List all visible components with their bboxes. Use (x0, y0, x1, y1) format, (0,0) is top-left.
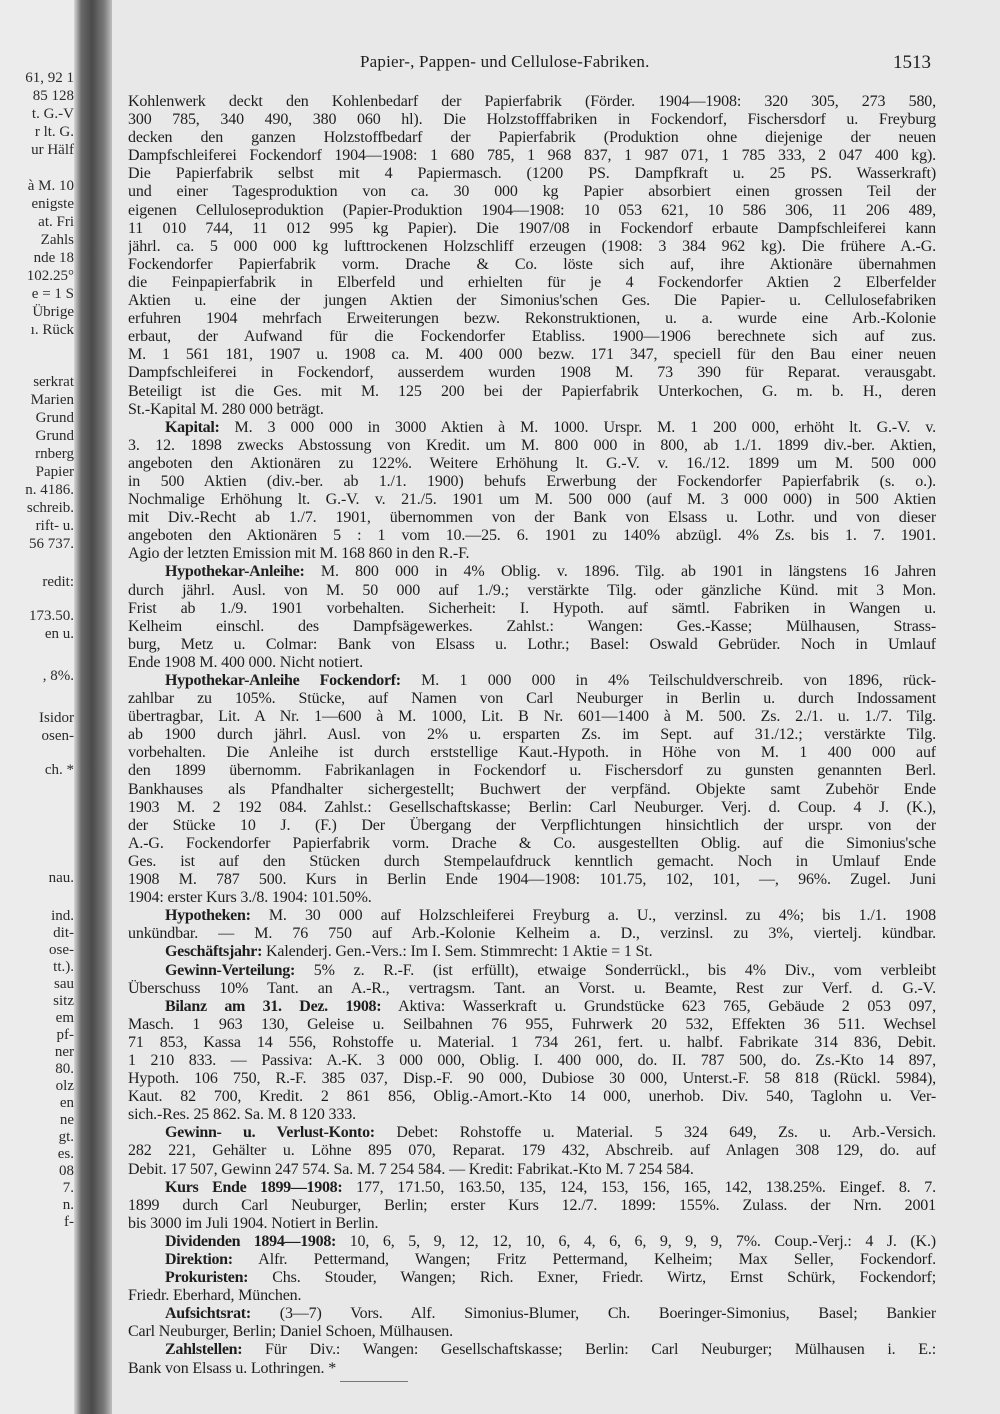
line-text: 1 210 833. — Passiva: A.-K. 3 000 000, Oblig. I. 400 000, do. II. 787 500, do. Zs.-Kto 14 897, (128, 1051, 936, 1069)
text-line (128, 889, 936, 907)
text-line (128, 708, 936, 726)
line-text: der Stücke 10 J. (F.) Der Übergang der Verpflichtungen hinsichtlich der urspr. von der (128, 816, 936, 834)
section-heading: Gewinn-Verteilung: (165, 961, 296, 979)
text-line (128, 998, 936, 1016)
line-text: Beteiligt ist die Ges. mit M. 125 200 bei der Papierfabrik Unterkochen, G. m. b. H., deren (128, 382, 936, 400)
text-line (128, 509, 936, 527)
text-line (128, 1269, 936, 1287)
text-line (128, 835, 936, 853)
text-line (128, 165, 936, 183)
line-text: erbaut, der Aufwand für die Fockendorfer Etabliss. 1900—1906 berechnete sich auf zus. (128, 328, 936, 346)
line-text: bis 3000 im Juli 1904. Notiert in Berlin. (128, 1214, 379, 1232)
text-line (128, 907, 936, 925)
text-line (128, 1142, 936, 1160)
section-heading: Bilanz am 31. Dez. 1908: (165, 997, 382, 1015)
text-line (128, 582, 936, 600)
line-text: 300 785, 340 490, 380 060 hl). Die Holzstofffabriken in Fockendorf, Fischersdorf u. Freyburg (128, 111, 936, 129)
left-page-text-fragment: 08 (59, 1163, 74, 1179)
line-text: Aktiva: Wasserkraft u. Grundstücke 623 765, Gebäude 2 053 097, (381, 997, 936, 1015)
line-text: A.-G. Fockendorfer Papierfabrik vorm. Drache & Co. ausgestellten Oblig. auf die Simonius'sche (128, 834, 936, 852)
left-page-text-fragment: em (55, 1010, 74, 1026)
text-line (128, 781, 936, 799)
text-line (128, 473, 936, 491)
line-text: Ges. ist auf den Stücken durch Stempelaufdruck kenntlich gemacht. Noch in Umlauf Ende (128, 852, 936, 870)
text-line (128, 618, 936, 636)
left-page-text-fragment: ose- (49, 942, 74, 958)
text-line (128, 600, 936, 618)
left-page-text-fragment: ne (59, 1112, 74, 1128)
line-text: den 1899 übernomm. Fabrikanlagen in Fockendorf u. Fischersdorf zu gunsten genannten Berl. (128, 762, 936, 780)
section-heading: Hypotheken: (165, 907, 251, 925)
text-line (128, 871, 936, 889)
line-text: mit Div.-Recht ab 1./7. 1901, übernommen von der Bank von Elsass u. Lothr. und von dieser (128, 509, 936, 527)
line-text: M. 3 000 000 in 3000 Aktien à M. 1000. Urspr. M. 1 200 000, erhöht lt. G.-V. v. (219, 418, 936, 436)
line-text: Dampfschleiferei in Fockendorf, ausserdem wurden 1908 M. 73 390 für Reparat. verausgabt. (128, 364, 936, 382)
section-heading: Direktion: (165, 1251, 233, 1268)
text-line (128, 310, 936, 328)
text-line (128, 238, 936, 256)
left-page-text-fragment: 173.50. (29, 608, 74, 624)
text-line (128, 1341, 936, 1359)
left-page-text-fragment: dit- (53, 925, 74, 941)
left-page-text-fragment: f- (64, 1214, 74, 1230)
text-line (128, 1052, 936, 1070)
text-line (128, 346, 936, 364)
line-text: und einer Tagesproduktion von ca. 30 000 kg Papier absorbiert einen grossen Teil der (128, 183, 936, 201)
text-line (128, 419, 936, 437)
left-page-text-fragment: gt. (58, 1129, 74, 1145)
line-text: sich.-Res. 25 862. Sa. M. 8 120 333. (128, 1106, 356, 1124)
line-text: Hypoth. 106 750, R.-F. 385 037, Disp.-F. 90 000, Dubiose 30 000, Unterst.-F. 58 818 (Rückl. 5984), (128, 1070, 936, 1088)
page-body (128, 93, 936, 1378)
text-line (128, 636, 936, 654)
text-line (128, 274, 936, 292)
left-page-text-fragment: 85 128 (32, 88, 74, 104)
line-text: M. 800 000 in 4% Oblig. v. 1896. Tilg. ab 1901 in längstens 16 Jahren (304, 563, 936, 581)
line-text: 3. 12. 1898 zwecks Abstossung von Kredit. um M. 800 000 in 800, ab 1./1. 1899 div.-ber. Aktien, (128, 436, 936, 454)
left-page-text-fragment: à M. 10 (27, 178, 74, 194)
line-text: 1908 M. 787 500. Kurs in Berlin Ende 1904—1908: 101.75, 102, 101, —, 96%. Zugel. Juni (128, 871, 936, 889)
line-text: Ende 1908 M. 400 000. Nicht notiert. (128, 653, 364, 671)
left-page-text-fragment: osen- (41, 728, 74, 744)
line-text: Friedr. Eberhard, München. (128, 1287, 302, 1305)
line-text: 5% z. R.-F. (ist erfüllt), etwaige Sonderrückl., bis 4% Div., vom verbleibt (295, 961, 936, 979)
section-heading: Prokuristen: (165, 1269, 249, 1287)
text-line (128, 925, 936, 943)
left-page-text-fragment: rnberg (35, 446, 74, 462)
text-line (128, 1305, 936, 1323)
section-heading: Gewinn- u. Verlust-Konto: (165, 1124, 375, 1142)
line-text: angeboten den Aktionären zu 122%. Weitere Erhöhung lt. G.-V. v. 16./12. 1899 um M. 500 000 (128, 454, 936, 472)
text-line (128, 744, 936, 762)
line-text: Bank von Elsass u. Lothringen. * (128, 1359, 337, 1377)
line-text: Für Div.: Wangen: Gesellschaftskasse; Berlin: Carl Neuburger; Mülhausen i. E.: (242, 1341, 936, 1359)
text-line (128, 1360, 936, 1378)
left-page-text-fragment: Papier (35, 464, 74, 480)
left-page-text-fragment: enigste (31, 196, 74, 212)
text-line (128, 545, 936, 563)
left-page-text-fragment: redit: (42, 574, 74, 590)
line-text: M. 30 000 auf Holzschleiferei Freyburg a. U., verzinsl. zu 4%; bis 1./1. 1908 (250, 907, 936, 925)
book-gutter (74, 0, 114, 1414)
text-line (128, 943, 936, 961)
line-text: Carl Neuburger, Berlin; Daniel Schoen, Mülhausen. (128, 1323, 453, 1341)
text-line (128, 147, 936, 165)
line-text: 1904: erster Kurs 3./8. 1904: 101.50%. (128, 889, 372, 907)
line-text: Fockendorfer Papierfabrik vorm. Drache & Co. löste sich auf, ihre Aktionäre übernahmen (128, 255, 936, 273)
line-text: jährl. ca. 5 000 000 kg lufttrockenen Holzschliff erzeugen (1908: 3 384 962 kg). Die frühere A.-G. (128, 237, 936, 255)
text-line (128, 853, 936, 871)
text-line (128, 93, 936, 111)
line-text: Kalenderj. Gen.-Vers.: Im I. Sem. Stimmrecht: 1 Aktie = 1 St. (262, 943, 653, 961)
left-page-text-fragment: tt.). (53, 959, 74, 975)
text-line (128, 1287, 936, 1305)
text-line (128, 1124, 936, 1142)
line-text: Aktien u. eine der jungen Aktien der Simonius'schen Ges. Die Papier- u. Cellulosefabriken (128, 292, 936, 310)
line-text: unkündbar. — M. 76 750 auf Arb.-Kolonie Kelheim a. D., verzinsl. zu 3%, viertelj. kündbar. (128, 925, 936, 943)
line-text: Agio der letzten Emission mit M. 168 860 in den R.-F. (128, 545, 470, 563)
text-line (128, 527, 936, 545)
line-text: 1903 M. 2 192 084. Zahlst.: Gesellschaftskasse; Berlin: Carl Neuburger. Verj. d. Coup. 4 J. (K.), (128, 798, 936, 816)
text-line (128, 1251, 936, 1269)
line-text: burg, Metz u. Colmar: Bank von Elsass u. Lothr.; Basel: Oswald Gebrüder. Noch in Umlauf (128, 635, 936, 653)
text-line (128, 1161, 936, 1179)
left-page-text-fragment: sau (54, 976, 74, 992)
left-page-text-fragment: nde 18 (33, 250, 74, 266)
text-line (128, 183, 936, 201)
text-line (128, 220, 936, 238)
section-heading: Hypothekar-Anleihe: (165, 563, 305, 581)
left-page-text-fragment: 61, 92 1 (25, 70, 74, 86)
text-line (128, 1323, 936, 1341)
line-text: erfuhren 1904 mehrfach Erweiterungen bezw. Rekonstruktionen, u. a. wurde eine Arb.-Kolonie (128, 310, 936, 328)
section-heading: Zahlstellen: (165, 1341, 243, 1359)
text-line (128, 1197, 936, 1215)
text-line (128, 1215, 936, 1233)
text-line (128, 1179, 936, 1197)
section-heading: Kurs Ende 1899—1908: (165, 1178, 343, 1196)
section-heading: Hypothekar-Anleihe Fockendorf: (165, 672, 401, 689)
line-text: 11 010 744, 11 012 995 kg Papier). Die 1907/08 in Fockendorf erbaute Dampfschleiferei kann (128, 219, 936, 237)
text-line (128, 690, 936, 708)
line-text: Chs. Stouder, Wangen; Rich. Exner, Friedr. Wirtz, Ernst Schürk, Fockendorf; (248, 1269, 936, 1287)
text-line (128, 292, 936, 310)
text-line (128, 364, 936, 382)
left-page-text-fragment: e = 1 S (31, 286, 74, 302)
line-text: St.-Kapital M. 280 000 beträgt. (128, 400, 324, 418)
line-text: übertragbar, Lit. A Nr. 1—600 à M. 1000, Lit. B Nr. 601—1400 à M. 500. Zs. 2./1. u. 1./7. Tilg. (128, 708, 936, 726)
text-line (128, 455, 936, 473)
line-text: zahlbar zu 105%. Stücke, auf Namen von Carl Neuburger in Berlin u. durch Indossament (128, 690, 936, 708)
left-page-text-fragment: at. Fri (38, 214, 74, 230)
line-text: Die Papierfabrik selbst mit 4 Papiermasch. (1200 PS. Dampfkraft u. 25 PS. Wasserkraft) (128, 165, 936, 183)
left-page-text-fragment: schreib. (26, 500, 74, 516)
text-line (128, 1070, 936, 1088)
line-text: Alfr. Pettermand, Wangen; Fritz Pettermand, Kelheim; Max Seller, Fockendorf. (232, 1251, 936, 1268)
line-text: Frist ab 1./9. 1901 vorbehalten. Sicherheit: I. Hypoth. auf sämtl. Fabriken in Wangen u. (128, 599, 936, 617)
text-line (128, 726, 936, 744)
left-page-text-fragment: ner (54, 1044, 74, 1060)
text-line (128, 129, 936, 147)
left-page-text-fragment: en u. (44, 626, 74, 642)
text-line (128, 654, 936, 672)
text-line (128, 256, 936, 274)
text-line (128, 202, 936, 220)
left-page-text-fragment: rift- u. (35, 518, 74, 534)
left-page-text-fragment: 102.25° (26, 268, 74, 284)
line-text: durch jährl. Ausl. von M. 50 000 auf 1./9.; verstärkte Tilg. oder gänzliche Künd. mit 3 Mon. (128, 581, 936, 599)
left-page-text-fragment: Zahls (40, 232, 74, 248)
text-line (128, 383, 936, 401)
line-text: decken den ganzen Holzstoffbedarf der Papierfabrik (Produktion ohne diejenige der neuen (128, 129, 936, 147)
line-text: Masch. 1 963 130, Geleise u. Seilbahnen 76 955, Fuhrwerk 20 532, Effekten 36 511. Wechsel (128, 1015, 936, 1033)
text-line (128, 799, 936, 817)
left-page-text-fragment: serkrat (33, 374, 74, 390)
line-text: Kohlenwerk deckt den Kohlenbedarf der Papierfabrik (Förder. 1904—1908: 320 305, 273 580, (128, 93, 936, 110)
line-text: eigenen Celluloseproduktion (Papier-Produktion 1904—1908: 10 053 621, 10 586 306, 11 206 489, (128, 201, 936, 219)
text-line (128, 1016, 936, 1034)
left-page-text-fragment: 56 737. (29, 536, 74, 552)
line-text: Nochmalige Erhöhung lt. G.-V. v. 21./5. 1901 um M. 500 000 (auf M. 3 000 000) in 500 Aktien (128, 491, 936, 509)
adjacent-page-fragment (0, 0, 78, 1414)
text-line (128, 762, 936, 780)
left-page-text-fragment: t. G.-V (31, 106, 74, 122)
text-line (128, 1088, 936, 1106)
section-heading: Geschäftsjahr: (165, 943, 263, 961)
text-line (128, 1106, 936, 1124)
line-text: vorbehalten. Die Anleihe ist durch erststellige Kaut.-Hypoth. in Höhe von M. 1 400 000 auf (128, 744, 936, 762)
left-page-text-fragment: , 8%. (42, 668, 74, 684)
left-page-text-fragment: Isidor (39, 710, 74, 726)
text-line (128, 1034, 936, 1052)
line-text: 71 853, Kassa 14 556, Rohstoffe u. Material. 1 734 261, fert. u. halbf. Fabrikate 314 836, Debit. (128, 1033, 936, 1051)
text-line (128, 962, 936, 980)
line-text: M. 1 561 181, 1907 u. 1908 ca. M. 400 000 bezw. 171 347, speciell für den Bau einer neuen (128, 346, 936, 364)
left-page-text-fragment: pf- (56, 1027, 74, 1043)
line-text: angeboten den Aktionären 5 : 1 vom 10.—25. 6. 1901 zu 140% abzügl. 4% Zs. bis 1. 7. 1901. (128, 527, 936, 545)
left-page-text-fragment: nau. (48, 870, 74, 886)
line-text: 177, 171.50, 163.50, 135, 124, 153, 156, 165, 142, 138.25%. Eingef. 8. 7. (342, 1178, 936, 1196)
running-header: Papier-, Pappen- und Cellulose-Fabriken. (360, 52, 650, 71)
text-line (128, 563, 936, 581)
text-line (128, 437, 936, 455)
page-number: 1513 (893, 52, 931, 73)
line-text: 1899 durch Carl Neuburger, Berlin; erster Kurs 12./7. 1899: 155%. Zulass. der Nrn. 2001 (128, 1196, 936, 1214)
text-line (128, 328, 936, 346)
line-text: ab 1900 durch jährl. Ausl. von 2% u. ersparten Zs. im Sept. auf 31./12.; verstärkte Tilg. (128, 726, 936, 744)
left-page-text-fragment: Marien (30, 392, 74, 408)
left-page-text-fragment: en (59, 1095, 74, 1111)
left-page-text-fragment: ind. (51, 908, 74, 924)
text-line (128, 980, 936, 998)
text-line (128, 1233, 936, 1251)
left-page-text-fragment: 80. (55, 1061, 74, 1077)
end-rule-divider (340, 1381, 408, 1382)
left-page-text-fragment: ur Hälf (31, 142, 74, 158)
left-page-text-fragment: ch. * (44, 762, 74, 778)
line-text: Bankhauses als Pfandhalter sichergestellt; Buchwert der verpfänd. Objekte samt Zubehör Ende (128, 780, 936, 798)
line-text: Debit. 17 507, Gewinn 247 574. Sa. M. 7 254 584. — Kredit: Fabrikat.-Kto M. 7 254 584. (128, 1160, 694, 1178)
line-text: Kaut. 82 700, Kredit. 2 861 856, Oblig.-Amort.-Kto 14 000, unerhob. Div. 540, Taglohn u. Ver- (128, 1088, 936, 1106)
left-page-text-fragment: olz (55, 1078, 74, 1094)
text-line (128, 672, 936, 690)
text-line (128, 401, 936, 419)
left-page-text-fragment: Grund (35, 428, 74, 444)
section-heading: Dividenden 1894—1908: (165, 1232, 337, 1250)
text-line (128, 817, 936, 835)
left-page-text-fragment: sitz (53, 993, 74, 1009)
left-page-text-fragment: n. 4186. (25, 482, 74, 498)
left-page-text-fragment: 7. (62, 1180, 74, 1196)
left-page-text-fragment: r lt. G. (34, 124, 74, 140)
left-page-text-fragment: es. (57, 1146, 74, 1162)
line-text: Überschuss 10% Tant. an A.-R., vertragsm. Tant. an Vorst. u. Beamte, Rest zur Verf. d. G.-V. (128, 979, 936, 997)
section-heading: Kapital: (165, 418, 220, 436)
line-text: (3—7) Vors. Alf. Simonius-Blumer, Ch. Boeringer-Simonius, Basel; Bankier (250, 1305, 936, 1323)
line-text: M. 1 000 000 in 4% Teilschuldverschreib. von 1896, rück- (400, 672, 936, 689)
line-text: Dampfschleiferei Fockendorf 1904—1908: 1 680 785, 1 968 837, 1 987 071, 1 785 333, 2 047 400 kg). (128, 147, 936, 165)
text-line (128, 491, 936, 509)
line-text: 10, 6, 5, 9, 12, 12, 10, 6, 4, 6, 6, 9, 9, 9, 7%. Coup.-Verj.: 4 J. (K.) (336, 1232, 936, 1250)
line-text: Debet: Rohstoffe u. Material. 5 324 649, Zs. u. Arb.-Versich. (374, 1124, 936, 1142)
section-heading: Aufsichtsrat: (165, 1305, 251, 1323)
line-text: in 500 Aktien (div.-ber. ab 1./1. 1900) behufs Erwerbung der Fockendorfer Papierfabrik (s. o.). (128, 472, 936, 490)
line-text: Kelheim einschl. des Dampfsägewerkes. Zahlst.: Wangen: Ges.-Kasse; Mülhausen, Strass- (128, 617, 936, 635)
left-page-text-fragment: Grund (35, 410, 74, 426)
left-page-text-fragment: ı. Rück (30, 322, 74, 338)
left-page-text-fragment: n. (62, 1197, 74, 1213)
line-text: 282 221, Gehälter u. Löhne 895 070, Reparat. 179 432, Abschreib. auf Anlagen 308 129, do. auf (128, 1142, 936, 1160)
left-page-text-fragment: Übrige (32, 304, 74, 320)
line-text: die Feinpapierfabrik in Elberfeld und erhielten für je 4 Fockendorfer Aktien 2 Elberfelder (128, 273, 936, 291)
text-line (128, 111, 936, 129)
